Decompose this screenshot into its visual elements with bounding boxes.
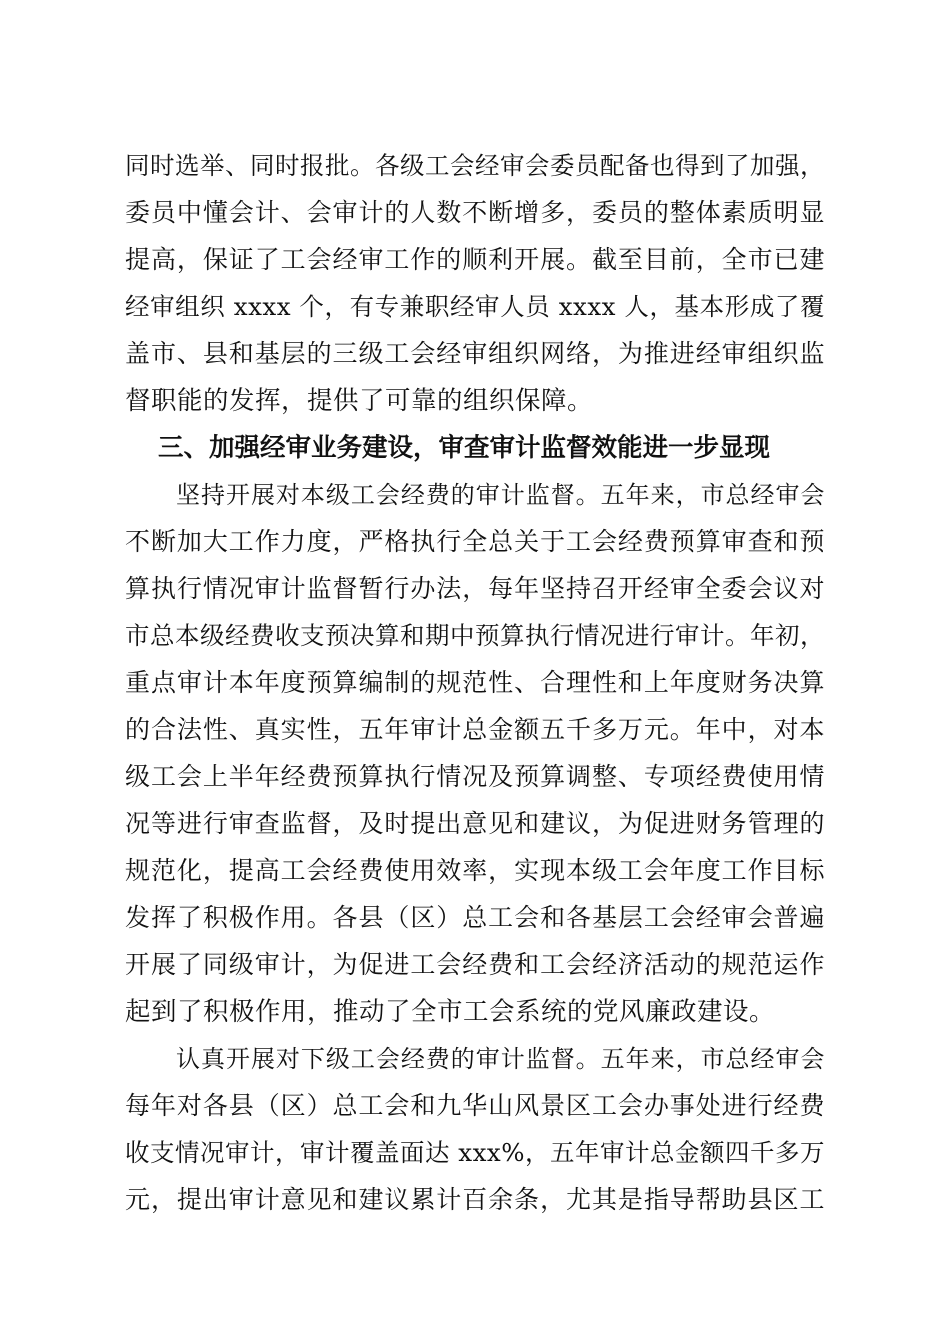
para2-line-4: 市总本级经费收支预决算和期中预算执行情况进行审计。年初， xyxy=(125,621,825,650)
para2-line-12: 起到了积极作用，推动了全市工会系统的党风廉政建设。 xyxy=(125,997,776,1027)
para1-line-1: 同时选举、同时报批。各级工会经审会委员配备也得到了加强， xyxy=(125,151,825,180)
para1-line-2: 委员中懂会计、会审计的人数不断增多，委员的整体素质明显 xyxy=(125,198,825,227)
para2-line-6: 的合法性、真实性，五年审计总金额五千多万元。年中，对本 xyxy=(125,715,825,744)
para2-line-9: 规范化，提高工会经费使用效率，实现本级工会年度工作目标 xyxy=(125,856,825,885)
para2-line-3: 算执行情况审计监督暂行办法，每年坚持召开经审全委会议对 xyxy=(125,574,825,603)
para2-line-11: 开展了同级审计，为促进工会经费和工会经济活动的规范运作 xyxy=(125,950,825,979)
para3-line-3: 收支情况审计，审计覆盖面达 xxx%，五年审计总金额四千多万 xyxy=(125,1138,826,1167)
para2-line-2: 不断加大工作力度，严格执行全总关于工会经费预算审查和预 xyxy=(125,527,825,556)
para3-line-1: 认真开展对下级工会经费的审计监督。五年来，市总经审会 xyxy=(176,1045,825,1073)
para2-line-10: 发挥了积极作用。各县（区）总工会和各基层工会经审会普遍 xyxy=(125,903,825,932)
para1-line-4: 经审组织 xxxx 个，有专兼职经审人员 xxxx 人，基本形成了覆 xyxy=(125,292,825,321)
para1-line-5: 盖市、县和基层的三级工会经审组织网络，为推进经审组织监 xyxy=(125,339,825,368)
para2-line-1: 坚持开展对本级工会经费的审计监督。五年来，市总经审会 xyxy=(176,481,825,509)
para2-line-8: 况等进行审查监督，及时提出意见和建议，为促进财务管理的 xyxy=(125,809,825,838)
para1-line-6: 督职能的发挥，提供了可靠的组织保障。 xyxy=(125,386,594,416)
para1-line-3: 提高，保证了工会经审工作的顺利开展。截至目前，全市已建 xyxy=(125,245,825,274)
para3-line-4: 元，提出审计意见和建议累计百余条，尤其是指导帮助县区工 xyxy=(125,1185,825,1214)
para2-line-7: 级工会上半年经费预算执行情况及预算调整、专项经费使用情 xyxy=(125,762,825,791)
para3-line-2: 每年对各县（区）总工会和九华山风景区工会办事处进行经费 xyxy=(125,1091,825,1120)
para2-line-5: 重点审计本年度预算编制的规范性、合理性和上年度财务决算 xyxy=(125,668,825,697)
section-heading: 三、加强经审业务建设，审查审计监督效能进一步显现 xyxy=(158,433,771,463)
